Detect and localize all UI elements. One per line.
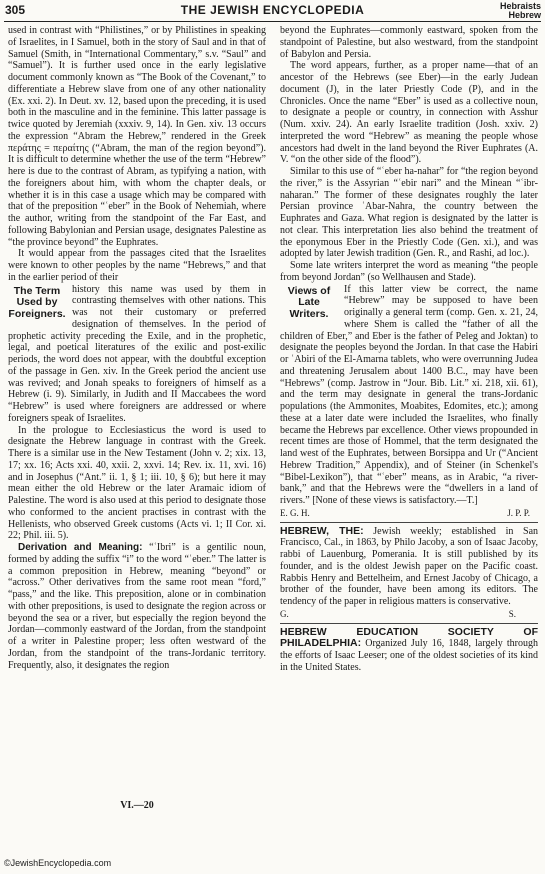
header-rule <box>4 21 541 22</box>
author-signature-1 <box>280 508 538 520</box>
author-initials-right-2: S. <box>508 608 516 619</box>
entry-education-society-text: Organized July 16, 1848, largely through the efforts of Isaac Leeser; one of the oldest societies of its kind in the United States. <box>280 638 539 673</box>
printer-signature: VI.—20 <box>120 800 154 811</box>
journal-title: THE JEWISH ENCYCLOPEDIA <box>180 3 365 17</box>
right-paragraph-4-block <box>280 284 538 507</box>
author-initials-right: J. P. P. <box>507 507 530 518</box>
right-paragraph-1: beyond the Euphrates—commonly eastward, spoken from the standpoint of Palestine, but also westward, from the standpoint of Babylon and Persia. <box>280 25 538 60</box>
derivation-text: “ʿIbri” is a gentilic noun, formed by adding the suffix “i” to the word “ʿeber.” The latter is a common preposition in Hebrew, meaning “beyond” or “across.” Other derivatives from the same root mean “ford,” “pass,” and the like. This preposition, alone or in combination with other prepositions, is used to designate the region across or beyond the sea or a river, but especially the region beyond the Jordan—commonly eastward of the Jordan, from the standpoint of a writer in Palestine proper; less often westward of the Jordan, from the standpoint of the trans-Jordanic territory. Frequently, also, it designates the region <box>8 542 267 671</box>
entry-hebrew-the-text: Jewish weekly; established in San Francisco, Cal., in 1863, by Philo Jacoby, a son of Isaac Jacoby, rabbi of Lauenburg, Pomerania. It is still published by its founder, and is the oldest Jewish paper on the Pacific coast. Rabbis Henry and Bettelheim, and Ernest Jacoby of Chicago, a brother of the founder, have been among its editors. The tendency of the paper in religious matters is conservative. <box>280 525 539 607</box>
side-heading-late-writers: Views of Late Writers. <box>287 284 331 320</box>
entry-hebrew-the <box>280 526 538 608</box>
left-paragraph-2-block <box>8 284 266 425</box>
left-paragraph-2-lead: It would appear from the passages cited that the Israelites were known to other peoples by the name “Hebrews,” and that in the earlier period of their <box>8 248 266 283</box>
author-initials-left: E. G. H. <box>280 507 310 518</box>
right-paragraph-4-lead: Some late writers interpret the word as meaning “the people from beyond Jordan” (so Wellhausen and Stade). <box>280 260 538 283</box>
right-paragraph-4-rest: If this latter view be correct, the name “Hebrew” may be supposed to have been originally a general term (comp. Gen. x. 21, 24, where Shem is called the “father of all the children of Eber,” and Eber is the father of Peleg and Joktan) to designate the peoples beyond the Jordan. In that case the Habiri or ʿAbiri of the El-Amarna tablets, who were overrunning Judea and threatening Jerusalem about 1400 B.C., may have been “Hebrews” (comp. Jastrow in “Jour. Bib. Lit.” xi. 218, xii. 61), and the term may designate in general the trans-Jordanic populations (the Ammonites, Moabites, Edomites, etc.); among these at a later date were included the Israelites, who finally became the Hebrews par excellence. Other views propounded in recent times are those of Hommel, that the term designated the land west of the Euphrates, between Borsippa and Ur (“Ancient Hebrew Tradition,” Appendix), and of Steiner (in Schenkel's “Bibel-Lexikon”), that “ʿeber” means, as in Arabic, “a river-bank,” and that the Hebrews were the “dwellers in a land of rivers.” [None of these views is satisfactory.—T.] <box>280 283 538 506</box>
left-paragraph-4 <box>8 542 266 671</box>
right-paragraph-2: The word appears, further, as a proper name—that of an ancestor of the Hebrews (see Eber)—in the early Judean document (J), in the later Priestly Code (P), and in the Chronicles. Once the name “Eber” is used as a collective noun, to designate a people or country, in connection with Asshur (Num. xxiv. 24). An early Israelite tradition (Josh. xxiv. 2) interpreted the word “Hebrew” as meaning the people whose ancestors had dwelt in the land beyond the River Euphrates (A. V. “on the other side of the flood”). <box>280 60 538 166</box>
author-signature-2 <box>280 609 538 621</box>
left-paragraph-2-rest: history this name was used by them in contrasting themselves with other nations. This was not their customary or preferred designation of themselves. In the period of prophetic activity preceding the Exile, and in the prophetic, legal, and poetical literatures of the exilic and post-exilic periods, the word does not appear, with the doubtful exception of the passage in Gen. xiv. In the Greek period the ancient use was revived; and Jonah speaks to foreigners of himself as a Hebrew (i. 9). Similarly, in Judith and II Maccabees the word “Hebrew” is used where foreigners are addressed or where foreigners speak of Israelites. <box>8 283 266 424</box>
left-column <box>8 25 266 671</box>
left-paragraph-3: In the prologue to Ecclesiasticus the word is used to designate the Hebrew language in contrast with the Greek. There is a similar use in the New Testament (John v. 2; xix. 13, 17; xx. 16; Acts xxi. 40, xxii. 2, xxvi. 14; Rev. ix. 11, xvi. 16) and in Josephus (“Ant.” ii. 1, § 1; iii. 10, § 6); but here it may mean either the old Hebrew or the later Aramaic idiom of Palestine. The word is also used at this period to designate those who conformed to the ancient practises in contrast with the Hellenists, who observed Greek customs (Acts vi. 1; II Cor. xi. 22; Phil. iii. 5). <box>8 424 266 542</box>
left-paragraph-1: used in contrast with “Philistines,” or by Philistines in speaking of Israelites, in I Samuel, both in the story of Saul and in that of Samuel (Smith, in “International Commentary,” s.v. “Saul” and “Samuel”). It is further used once in the early legislative document commonly known as “The Book of the Covenant,” to differentiate a Hebrew slave from one of any other nationality (Ex. xxi. 2). In Deut. xv. 12, based upon the preceding, it is used both in the masculine and in the feminine. This latter passage is twice quoted by Jeremiah (xxxiv. 9, 14). In Gen. xiv. 13 occurs the expression “Abram the Hebrew,” rendered in the Greek περάτης = περαίτης (“Abram, the man of the region beyond”). It is difficult to determine whether the use of the term “Hebrew” here is due to the contrast of Abram, as typifying a nation, with the foreigners about him, with whom the chapter deals, or whether it is in this case a usage which may be compared with that of the preposition “ʿeber” in the Book of Nehemiah, where the author, writing from the standpoint of the Far East, and following Babylonian and Persian usage, designates Palestine as “the province beyond” the Euphrates. <box>8 25 266 248</box>
entry-divider-2 <box>280 623 538 624</box>
entry-education-society <box>280 627 538 674</box>
derivation-heading: Derivation and Meaning: <box>18 542 143 553</box>
entry-divider <box>280 522 538 523</box>
right-paragraph-3: Similar to this use of “ʿeber ha-nahar” for “the region beyond the river,” is the Assyrian “ʿebir nari” and the Minean “ʿibr-naharan.” The former of these designates roughly the later Persian province ʿAbar-Nahra, the country between the Euphrates and Gaza. What region is designated by the latter is not clear. This interpretation lies also behind the treatment of the eponymous Eber in the Priestly Code (Gen. xi.), and was adopted by later Jewish tradition (Gen. R., and Rashi, ad loc.). <box>280 166 538 260</box>
author-initials-left-2: G. <box>280 608 289 619</box>
entry-hebrew-the-heading: HEBREW, THE: <box>280 524 364 537</box>
page-number: 305 <box>5 3 26 17</box>
page-header <box>0 0 545 22</box>
watermark-link[interactable]: ©JewishEncyclopedia.com <box>4 858 112 868</box>
side-heading-foreigners: The Term Used by Foreigners. <box>8 284 66 320</box>
running-head-last: Hebrew <box>508 10 541 20</box>
entry-education-society-heading: HEBREW EDUCATION SOCIETY OF PHILADELPHIA: <box>280 625 538 650</box>
running-head <box>500 2 541 20</box>
running-head-first: Hebraists <box>499 1 541 11</box>
right-column <box>280 25 538 674</box>
